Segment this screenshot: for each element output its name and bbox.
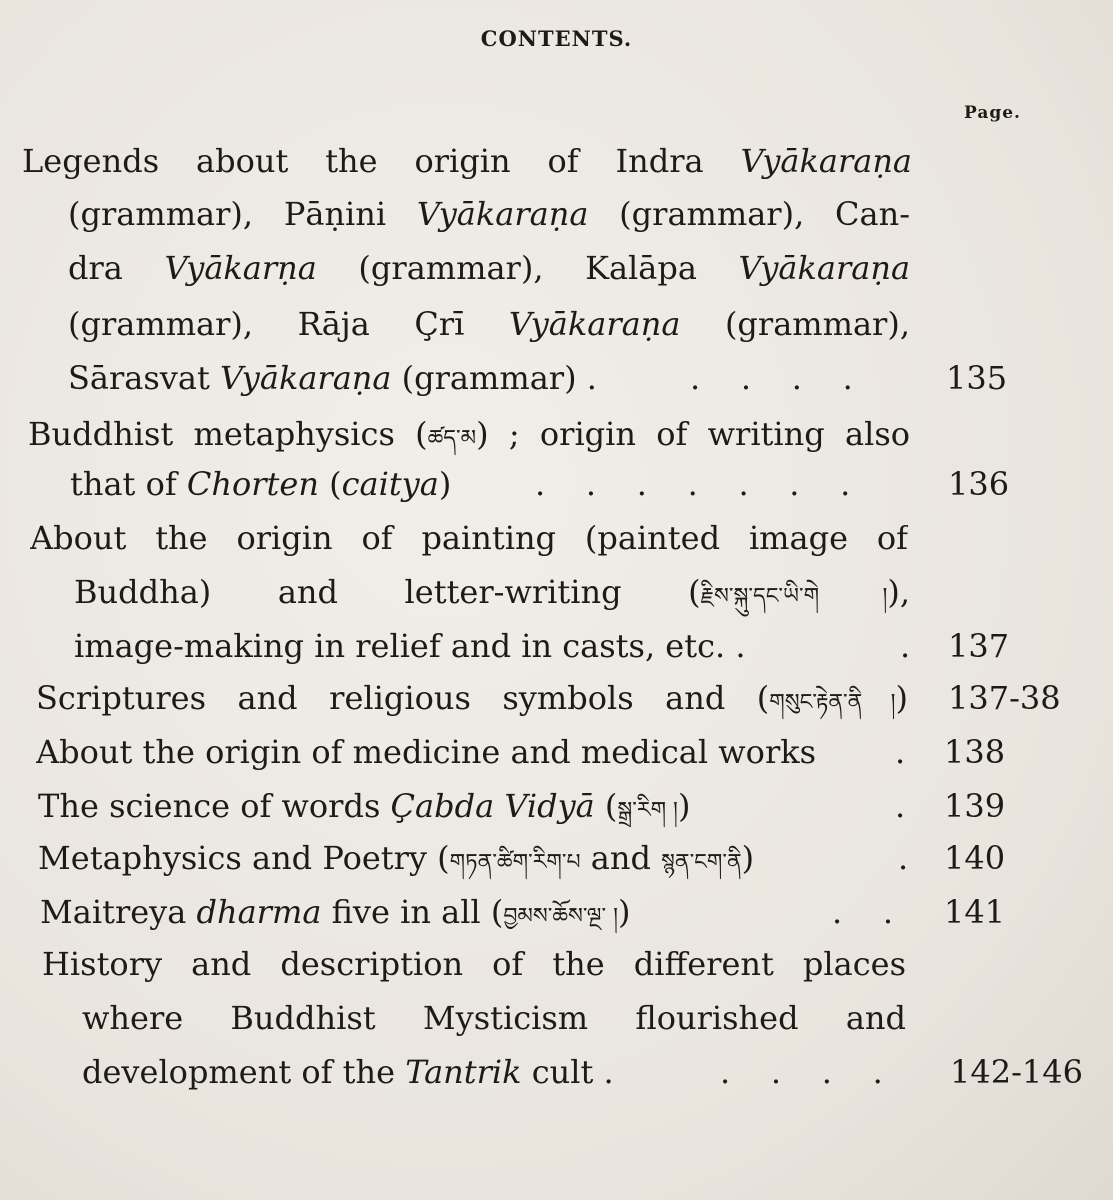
page-number: 142-146 <box>950 1053 1083 1091</box>
entry-3-line-1: About the origin of painting (painted image of <box>30 519 908 557</box>
page-number: 135 <box>946 359 1008 397</box>
page-number: 137-38 <box>948 679 1061 717</box>
page-number: 136 <box>948 465 1010 503</box>
entry-2-line-1: Buddhist metaphysics (ཚད་མ) ; origin of writing also <box>28 415 910 453</box>
leader-dots: . <box>895 787 906 825</box>
page-number: 141 <box>944 893 1006 931</box>
leader-dots: . <box>898 839 909 877</box>
page-number: 138 <box>944 733 1006 771</box>
entry-7-line-1: Metaphysics and Poetry (གཏན་ཚིག་རིག་པ and སྙན་ངག་ནི) <box>38 839 755 877</box>
leader-dots: . <box>895 733 906 771</box>
entry-1-line-3: dra Vyākarṇa (grammar), Kalāpa Vyākaraṇa <box>68 249 910 287</box>
entry-3-line-3: image-making in relief and in casts, etc. . <box>74 627 746 665</box>
page-column-label: Page. <box>964 103 1021 123</box>
entry-1-line-2: (grammar), Pāṇini Vyākaraṇa (grammar), Can- <box>68 195 910 233</box>
entry-1-line-4: (grammar), Rāja Çrī Vyākaraṇa (grammar), <box>68 305 910 343</box>
leader-dots: . . . . . . . <box>535 465 851 503</box>
entry-4-line-1: Scriptures and religious symbols and (གསུང་རྟེན་ནི །) <box>36 679 908 717</box>
page-number: 140 <box>944 839 1006 877</box>
entry-9-line-3: development of the Tantrik cult . <box>82 1053 614 1091</box>
leader-dots: . . . . <box>720 1053 883 1091</box>
entry-6-line-1: The science of words Çabda Vidyā (སྒྲ་རིག །) <box>38 787 691 825</box>
entry-3-line-2: Buddha) and letter-writing (རྗིས་སྐུ་དང་ཡི་གེ །), <box>74 573 910 611</box>
entry-9-line-2: where Buddhist Mysticism flourished and <box>82 999 906 1037</box>
entry-5-line-1: About the origin of medicine and medical works <box>36 733 817 771</box>
leader-dots: . . <box>832 893 894 931</box>
entry-2-line-2: that of Chorten (caitya) <box>70 465 452 503</box>
page-number: 137 <box>948 627 1010 665</box>
page-number: 139 <box>944 787 1006 825</box>
entry-9-line-1: History and description of the different places <box>42 945 906 983</box>
entry-1-line-1: Legends about the origin of Indra Vyākaraṇa <box>22 142 912 180</box>
leader-dots: . <box>900 627 911 665</box>
entry-1-line-5: Sārasvat Vyākaraṇa (grammar) . <box>68 359 597 397</box>
contents-heading: CONTENTS. <box>480 26 633 51</box>
leader-dots: . . . . <box>690 359 853 397</box>
entry-8-line-1: Maitreya dharma five in all (བྱམས་ཆོས་ལྔ་ །) <box>40 893 631 931</box>
